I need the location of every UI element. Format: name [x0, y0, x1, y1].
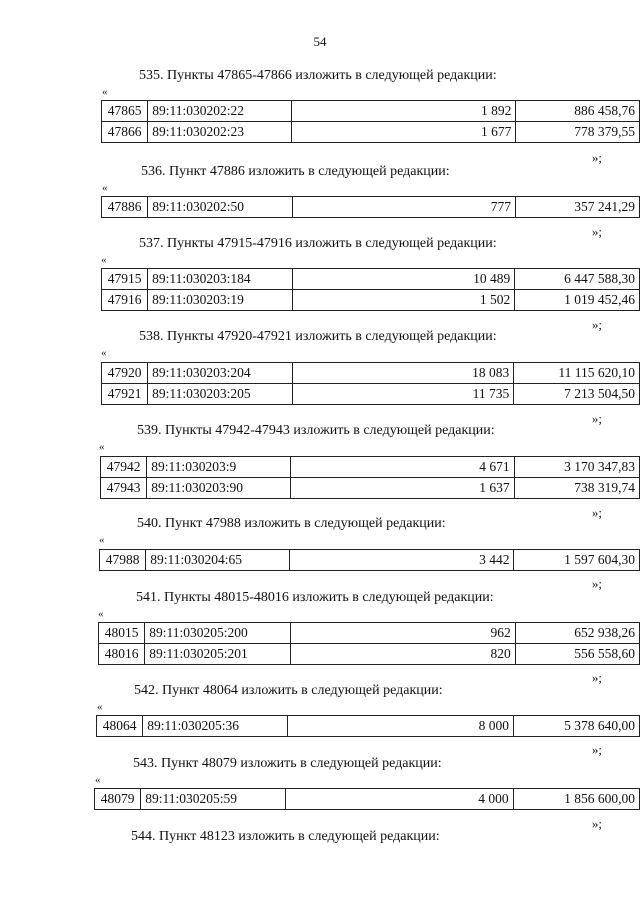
empty-cell: [292, 384, 382, 405]
cadastral-number: 89:11:030203:90: [147, 478, 291, 499]
empty-cell: [286, 789, 380, 810]
cadastral-number: 89:11:030205:201: [145, 644, 291, 665]
amendment-heading: 541. Пункты 48015-48016 изложить в следующей редакции:: [136, 590, 494, 605]
item-number: 47886: [102, 197, 148, 218]
area-value: 1 892: [384, 101, 516, 122]
amendment-table: [100, 456, 640, 499]
amendment-heading: 542. Пункт 48064 изложить в следующей редакции:: [134, 683, 443, 698]
closing-quote: »;: [591, 576, 602, 591]
cadastral-value: 1 856 600,00: [513, 789, 639, 810]
closing-quote: »;: [591, 816, 602, 831]
closing-quote: »;: [591, 317, 602, 332]
amendment-table: [99, 549, 640, 571]
item-number: 47915: [102, 269, 148, 290]
item-number: 47988: [100, 550, 146, 571]
area-value: 820: [384, 644, 515, 665]
opening-quote: «: [99, 534, 105, 546]
cadastral-number: 89:11:030202:22: [148, 101, 292, 122]
amendment-heading: 539. Пункты 47942-47943 изложить в следующей редакции:: [137, 423, 495, 438]
opening-quote: «: [101, 347, 107, 359]
item-number: 48016: [99, 644, 145, 665]
empty-cell: [292, 122, 384, 143]
opening-quote: «: [102, 86, 108, 98]
table-row: [99, 623, 640, 644]
cadastral-number: 89:11:030202:23: [148, 122, 292, 143]
cadastral-number: 89:11:030203:184: [148, 269, 293, 290]
amendment-heading: 537. Пункты 47915-47916 изложить в следующей редакции:: [139, 236, 497, 251]
cadastral-value: 556 558,60: [515, 644, 639, 665]
table-row: [97, 716, 640, 737]
amendment-heading: 538. Пункты 47920-47921 изложить в следующей редакции:: [139, 329, 497, 344]
table-row: [101, 457, 640, 478]
item-number: 47866: [102, 122, 148, 143]
cadastral-number: 89:11:030203:9: [147, 457, 291, 478]
amendment-heading: 544. Пункт 48123 изложить в следующей редакции:: [131, 829, 440, 844]
opening-quote: «: [95, 774, 101, 786]
empty-cell: [292, 101, 384, 122]
table-row: [100, 550, 640, 571]
area-value: 1 502: [383, 290, 515, 311]
item-number: 47942: [101, 457, 147, 478]
empty-cell: [292, 197, 385, 218]
cadastral-number: 89:11:030204:65: [146, 550, 290, 571]
closing-quote: »;: [591, 224, 602, 239]
cadastral-value: 11 115 620,10: [514, 363, 640, 384]
closing-quote: »;: [591, 505, 602, 520]
cadastral-value: 778 379,55: [516, 122, 640, 143]
area-value: 1 677: [384, 122, 516, 143]
cadastral-number: 89:11:030205:59: [141, 789, 286, 810]
item-number: 47865: [102, 101, 148, 122]
table-row: [102, 290, 640, 311]
amendment-heading: 536. Пункт 47886 изложить в следующей редакции:: [141, 164, 450, 179]
amendment-heading: 540. Пункт 47988 изложить в следующей редакции:: [137, 516, 446, 531]
cadastral-value: 738 319,74: [514, 478, 639, 499]
item-number: 48079: [95, 789, 141, 810]
empty-cell: [291, 623, 384, 644]
table-row: [102, 122, 640, 143]
table-row: [102, 269, 640, 290]
amendment-table: [94, 788, 640, 810]
cadastral-number: 89:11:030203:19: [148, 290, 293, 311]
item-number: 47920: [102, 363, 148, 384]
amendment-heading: 543. Пункт 48079 изложить в следующей редакции:: [133, 756, 442, 771]
empty-cell: [291, 644, 384, 665]
cadastral-value: 3 170 347,83: [514, 457, 639, 478]
cadastral-value: 1 597 604,30: [514, 550, 640, 571]
area-value: 10 489: [383, 269, 515, 290]
area-value: 962: [384, 623, 515, 644]
amendment-table: [101, 196, 640, 218]
item-number: 47916: [102, 290, 148, 311]
table-row: [102, 384, 640, 405]
item-number: 48064: [97, 716, 143, 737]
table-row: [102, 363, 640, 384]
cadastral-number: 89:11:030202:50: [148, 197, 292, 218]
item-number: 48015: [99, 623, 145, 644]
page-number: 54: [313, 34, 327, 49]
amendment-table: [101, 268, 640, 311]
cadastral-value: 652 938,26: [515, 623, 639, 644]
amendment-table: [101, 100, 640, 143]
opening-quote: «: [101, 254, 107, 266]
cadastral-number: 89:11:030203:205: [148, 384, 292, 405]
item-number: 47921: [102, 384, 148, 405]
empty-cell: [292, 269, 383, 290]
cadastral-value: 7 213 504,50: [514, 384, 640, 405]
amendment-table: [101, 362, 640, 405]
empty-cell: [292, 290, 383, 311]
area-value: 3 442: [382, 550, 514, 571]
opening-quote: «: [99, 441, 105, 453]
area-value: 11 735: [382, 384, 513, 405]
table-row: [99, 644, 640, 665]
area-value: 4 000: [379, 789, 513, 810]
opening-quote: «: [98, 608, 104, 620]
amendment-table: [96, 715, 640, 737]
empty-cell: [292, 363, 382, 384]
area-value: 4 671: [382, 457, 514, 478]
closing-quote: »;: [591, 411, 602, 426]
cadastral-number: 89:11:030205:200: [145, 623, 291, 644]
cadastral-value: 6 447 588,30: [515, 269, 640, 290]
cadastral-number: 89:11:030205:36: [143, 716, 288, 737]
cadastral-value: 5 378 640,00: [513, 716, 639, 737]
table-row: [102, 197, 640, 218]
area-value: 18 083: [382, 363, 513, 384]
empty-cell: [290, 550, 382, 571]
opening-quote: «: [102, 182, 108, 194]
area-value: 1 637: [382, 478, 514, 499]
item-number: 47943: [101, 478, 147, 499]
empty-cell: [291, 457, 383, 478]
area-value: 777: [385, 197, 516, 218]
empty-cell: [291, 478, 383, 499]
empty-cell: [287, 716, 380, 737]
amendment-heading: 535. Пункты 47865-47866 изложить в следующей редакции:: [139, 68, 497, 83]
closing-quote: »;: [591, 742, 602, 757]
table-row: [102, 101, 640, 122]
opening-quote: «: [97, 701, 103, 713]
table-row: [101, 478, 640, 499]
cadastral-number: 89:11:030203:204: [148, 363, 292, 384]
amendment-table: [98, 622, 640, 665]
closing-quote: »;: [591, 150, 602, 165]
area-value: 8 000: [380, 716, 513, 737]
table-row: [95, 789, 640, 810]
cadastral-value: 886 458,76: [516, 101, 640, 122]
cadastral-value: 357 241,29: [516, 197, 640, 218]
cadastral-value: 1 019 452,46: [515, 290, 640, 311]
closing-quote: »;: [591, 670, 602, 685]
